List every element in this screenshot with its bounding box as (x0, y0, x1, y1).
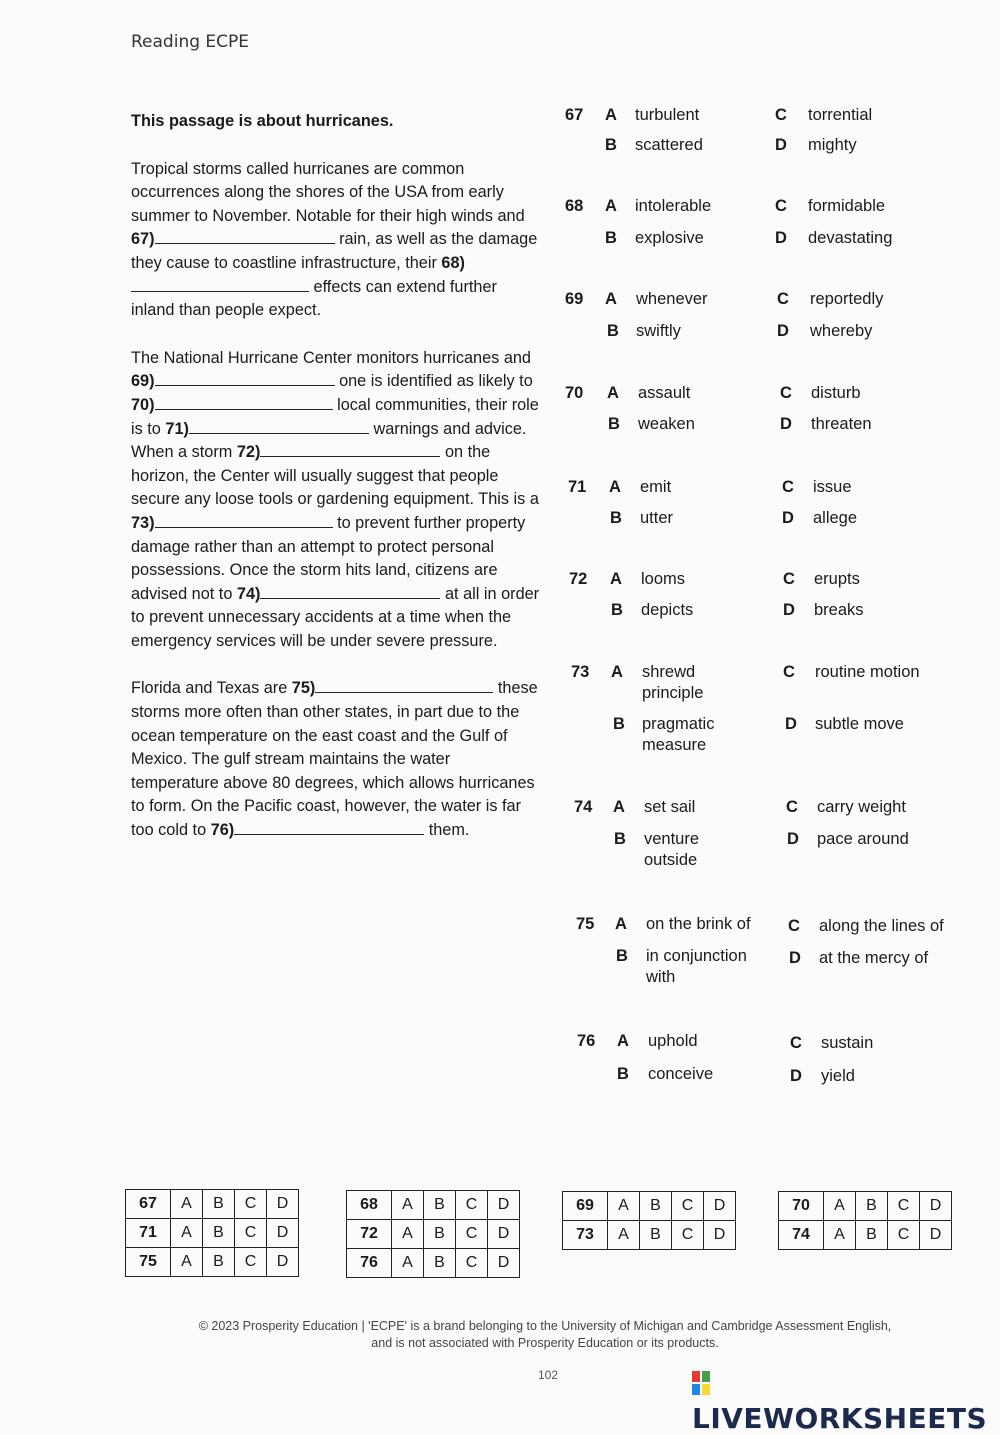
option-70-c[interactable]: disturb (811, 384, 861, 402)
option-71-c[interactable]: issue (813, 478, 852, 496)
option-72-b[interactable]: depicts (641, 601, 694, 619)
option-71-a[interactable]: emit (640, 478, 672, 496)
answer-grid-3 (562, 1191, 736, 1250)
gap-label-69: 69) (131, 372, 155, 391)
option-73-d[interactable]: subtle move (815, 715, 904, 733)
gap-67[interactable] (155, 229, 335, 244)
option-75-c[interactable]: along the lines of (819, 917, 944, 935)
gap-label-72: 72) (236, 443, 261, 462)
gap-label-68: 68) (441, 253, 465, 272)
option-69-c[interactable]: reportedly (810, 290, 884, 308)
option-68-c[interactable]: formidable (808, 197, 886, 215)
gap-76[interactable] (234, 820, 424, 835)
option-74-d[interactable]: pace around (817, 830, 909, 848)
option-75-a[interactable]: on the brink of (646, 915, 751, 933)
option-73-c[interactable]: routine motion (815, 663, 920, 681)
answer-row: 72 A B C D (347, 1220, 520, 1249)
option-70-d[interactable]: threaten (811, 415, 872, 433)
answer-row: 76 A B C D (347, 1249, 520, 1278)
option-67-b[interactable]: scattered (635, 136, 703, 154)
option-71-b[interactable]: utter (640, 509, 674, 527)
option-72-d[interactable]: breaks (814, 601, 864, 619)
answer-row: 74 A B C D (779, 1221, 952, 1250)
option-74-a[interactable]: set sail (644, 798, 696, 816)
gap-label-75: 75) (291, 679, 316, 698)
option-76-d[interactable]: yield (821, 1067, 855, 1085)
option-75-b[interactable]: in conjunction with (646, 947, 747, 986)
answer-row: 75 A B C D (126, 1248, 299, 1277)
answer-row: 69 A B C D (563, 1192, 736, 1221)
option-74-b[interactable]: venture outside (644, 830, 700, 869)
option-73-a[interactable]: shrewd principle (642, 663, 704, 702)
option-67-d[interactable]: mighty (808, 136, 857, 154)
page-number: 102 (538, 1368, 559, 1382)
gap-71[interactable] (189, 419, 369, 434)
answer-row: 71 A B C D (126, 1219, 299, 1248)
gap-73[interactable] (155, 513, 333, 528)
copyright-footer: © 2023 Prosperity Education | 'ECPE' is a brand belonging to the University of Michigan and Cambridge Assessment English, and is not associated with Prosperity Education or its products. (198, 1319, 892, 1350)
answer-grid-2 (346, 1190, 520, 1278)
gap-label-70: 70) (131, 395, 155, 414)
passage-title: This passage is about hurricanes. (131, 112, 394, 130)
option-76-a[interactable]: uphold (648, 1032, 698, 1050)
gap-label-71: 71) (165, 419, 189, 438)
passage-paragraph-3: Florida and Texas are 75) these storms more often than other states, in part due to the ocean temperature on the east coast and the Gulf of Mexico. The gulf stream maintains the water temperature above 80 degrees, which allows hurricanes to form. On the Pacific coast, however, the water is far too cold to 76) them. (131, 679, 538, 840)
option-71-d[interactable]: allege (813, 509, 858, 527)
option-76-c[interactable]: sustain (821, 1034, 874, 1052)
option-69-d[interactable]: whereby (810, 322, 873, 340)
gap-74[interactable] (260, 584, 440, 599)
gap-label-67: 67) (131, 230, 155, 249)
gap-75[interactable] (315, 678, 493, 693)
answer-grid-4 (778, 1191, 952, 1250)
option-69-a[interactable]: whenever (636, 290, 708, 308)
liveworksheets-logo[interactable]: LIVEWORKSHEETS (692, 1369, 1000, 1435)
answer-grid-1 (125, 1189, 299, 1277)
answer-row: 70 A B C D (779, 1192, 952, 1221)
gap-70[interactable] (155, 395, 333, 410)
answer-row: 68 A B C D (347, 1191, 520, 1220)
option-70-b[interactable]: weaken (638, 415, 695, 433)
option-68-a[interactable]: intolerable (635, 197, 712, 215)
option-72-a[interactable]: looms (641, 570, 686, 588)
page-header: Reading ECPE (131, 32, 250, 52)
reading-passage (131, 110, 541, 867)
gap-label-74: 74) (236, 584, 261, 603)
option-76-b[interactable]: conceive (648, 1065, 714, 1083)
gap-label-73: 73) (131, 513, 155, 532)
passage-paragraph-1: Tropical storms called hurricanes are common occurrences along the shores of the USA from early summer to November. Notable for their high winds and 67) rain, as well as the damage they cause to coastline infrastructure, their 68) effects can extend further inland than people expect. (131, 159, 538, 320)
option-73-b[interactable]: pragmatic measure (642, 715, 715, 754)
passage-paragraph-2: The National Hurricane Center monitors hurricanes and 69) one is identified as likely to 70) local communities, their role is to 71) warnings and advice. When a storm 72) on the horizon, the Center will usually suggest that people secure any loose tools or gardening equipment. This is a 73) to prevent further property damage rather than an attempt to protect personal possessions. Once the storm hits land, citizens are advised not to 74) at all in order to prevent unnecessary accidents at a time when the emergency services will be under severe pressure. (131, 348, 540, 650)
answer-row: 73 A B C D (563, 1221, 736, 1250)
option-67-c[interactable]: torrential (808, 106, 873, 124)
option-68-d[interactable]: devastating (808, 229, 893, 247)
option-74-c[interactable]: carry weight (817, 798, 906, 816)
gap-72[interactable] (260, 442, 440, 457)
option-68-b[interactable]: explosive (635, 229, 704, 247)
gap-label-76: 76) (210, 821, 235, 840)
option-67-a[interactable]: turbulent (635, 106, 700, 124)
option-69-b[interactable]: swiftly (636, 322, 681, 340)
liveworksheets-icon (692, 1369, 710, 1397)
option-70-a[interactable]: assault (638, 384, 691, 402)
option-72-c[interactable]: erupts (814, 570, 860, 588)
gap-69[interactable] (155, 371, 335, 386)
option-75-d[interactable]: at the mercy of (819, 949, 929, 967)
gap-68[interactable] (131, 277, 309, 292)
answer-row: 67 A B C D (126, 1190, 299, 1219)
